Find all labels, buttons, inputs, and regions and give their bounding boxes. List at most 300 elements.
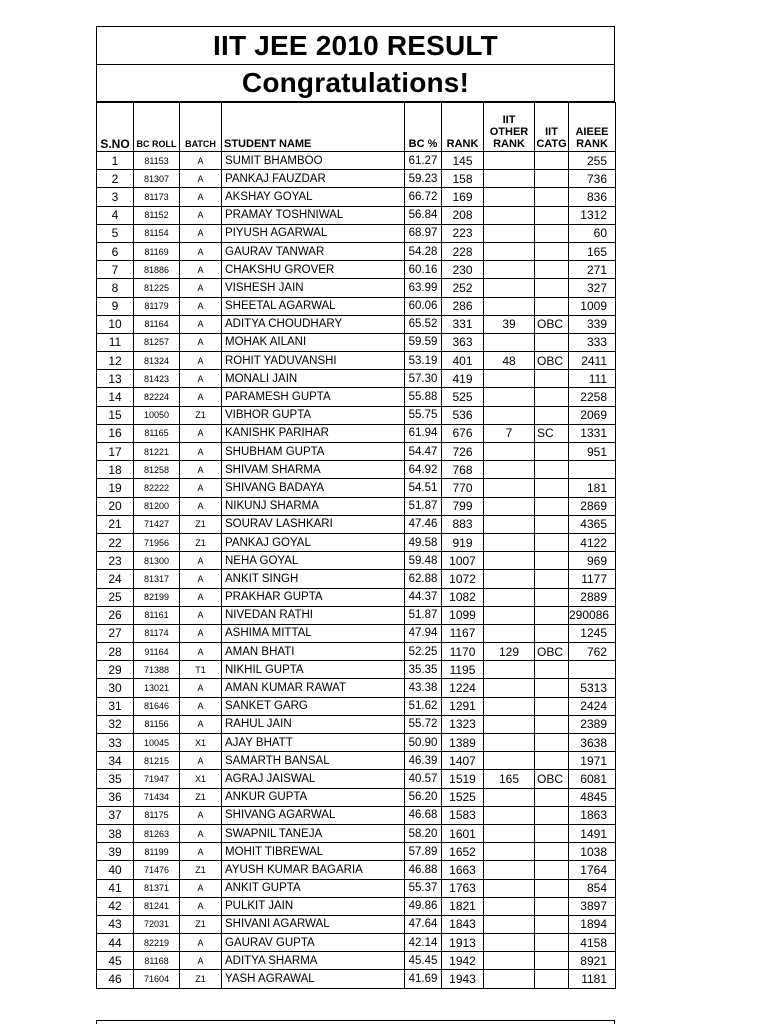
cell-rank: 1519 bbox=[442, 770, 484, 788]
cell-sno: 19 bbox=[97, 479, 134, 497]
cell-bc-roll: 81371 bbox=[134, 879, 180, 897]
cell-iit-other-rank: 129 bbox=[484, 643, 535, 661]
cell-bc-pct: 53.19 bbox=[405, 352, 442, 370]
cell-iit-catg bbox=[535, 552, 569, 570]
cell-student-name: PARAMESH GUPTA bbox=[222, 388, 405, 406]
cell-bc-pct: 66.72 bbox=[405, 188, 442, 206]
cell-bc-roll: 81199 bbox=[134, 843, 180, 861]
cell-iit-other-rank bbox=[484, 152, 535, 170]
cell-bc-pct: 47.64 bbox=[405, 915, 442, 933]
table-row bbox=[97, 206, 616, 224]
cell-sno: 36 bbox=[97, 788, 134, 806]
cell-batch: A bbox=[180, 897, 222, 915]
table-row bbox=[97, 570, 616, 588]
cell-sno: 37 bbox=[97, 806, 134, 824]
cell-batch: A bbox=[180, 315, 222, 333]
cell-iit-other-rank bbox=[484, 552, 535, 570]
cell-iit-catg bbox=[535, 570, 569, 588]
cell-student-name: SWAPNIL TANEJA bbox=[222, 824, 405, 842]
cell-student-name: AGRAJ JAISWAL bbox=[222, 770, 405, 788]
cell-batch: Z1 bbox=[180, 861, 222, 879]
cell-batch: A bbox=[180, 279, 222, 297]
cell-aieee-rank: 333 bbox=[569, 333, 616, 351]
cell-bc-roll: 13021 bbox=[134, 679, 180, 697]
table-row bbox=[97, 224, 616, 242]
cell-sno: 26 bbox=[97, 606, 134, 624]
cell-rank: 208 bbox=[442, 206, 484, 224]
cell-student-name: VISHESH JAIN bbox=[222, 279, 405, 297]
cell-batch: A bbox=[180, 643, 222, 661]
cell-bc-pct: 55.75 bbox=[405, 406, 442, 424]
cell-bc-roll: 81165 bbox=[134, 424, 180, 442]
cell-aieee-rank: 1181 bbox=[569, 970, 616, 988]
cell-rank: 1170 bbox=[442, 643, 484, 661]
col-header-iit-other-rank-line2: OTHER bbox=[489, 126, 529, 138]
cell-bc-pct: 68.97 bbox=[405, 224, 442, 242]
cell-batch: Z1 bbox=[180, 970, 222, 988]
cell-rank: 883 bbox=[442, 515, 484, 533]
cell-rank: 223 bbox=[442, 224, 484, 242]
cell-sno: 18 bbox=[97, 461, 134, 479]
cell-iit-other-rank bbox=[484, 388, 535, 406]
cell-iit-catg bbox=[535, 170, 569, 188]
cell-bc-pct: 58.20 bbox=[405, 824, 442, 842]
cell-iit-other-rank bbox=[484, 624, 535, 642]
cell-student-name: SANKET GARG bbox=[222, 697, 405, 715]
cell-student-name: PULKIT JAIN bbox=[222, 897, 405, 915]
cell-aieee-rank: 2889 bbox=[569, 588, 616, 606]
col-header-bc-roll: BC ROLL bbox=[134, 103, 180, 152]
cell-iit-catg bbox=[535, 606, 569, 624]
cell-rank: 228 bbox=[442, 242, 484, 260]
cell-rank: 252 bbox=[442, 279, 484, 297]
cell-rank: 1942 bbox=[442, 952, 484, 970]
cell-aieee-rank: 4122 bbox=[569, 533, 616, 551]
cell-sno: 40 bbox=[97, 861, 134, 879]
cell-bc-roll: 81154 bbox=[134, 224, 180, 242]
cell-iit-catg bbox=[535, 370, 569, 388]
table-row bbox=[97, 406, 616, 424]
table-row bbox=[97, 697, 616, 715]
cell-student-name: SAMARTH BANSAL bbox=[222, 752, 405, 770]
cell-batch: A bbox=[180, 715, 222, 733]
cell-sno: 23 bbox=[97, 552, 134, 570]
cell-iit-other-rank bbox=[484, 497, 535, 515]
cell-aieee-rank: 4365 bbox=[569, 515, 616, 533]
cell-iit-catg: OBC bbox=[535, 352, 569, 370]
cell-sno: 2 bbox=[97, 170, 134, 188]
cell-sno: 24 bbox=[97, 570, 134, 588]
cell-iit-catg bbox=[535, 242, 569, 260]
cell-bc-pct: 43.38 bbox=[405, 679, 442, 697]
cell-sno: 10 bbox=[97, 315, 134, 333]
cell-iit-other-rank bbox=[484, 406, 535, 424]
cell-aieee-rank: 836 bbox=[569, 188, 616, 206]
cell-student-name: PANKAJ GOYAL bbox=[222, 533, 405, 551]
cell-bc-pct: 49.86 bbox=[405, 897, 442, 915]
cell-iit-catg bbox=[535, 679, 569, 697]
cell-student-name: SOURAV LASHKARI bbox=[222, 515, 405, 533]
cell-batch: A bbox=[180, 879, 222, 897]
cell-aieee-rank: 1245 bbox=[569, 624, 616, 642]
cell-iit-catg bbox=[535, 915, 569, 933]
cell-iit-other-rank bbox=[484, 224, 535, 242]
cell-bc-pct: 47.94 bbox=[405, 624, 442, 642]
cell-iit-other-rank bbox=[484, 206, 535, 224]
table-row bbox=[97, 370, 616, 388]
cell-iit-other-rank bbox=[484, 443, 535, 461]
cell-iit-other-rank bbox=[484, 824, 535, 842]
cell-iit-other-rank bbox=[484, 370, 535, 388]
cell-iit-catg bbox=[535, 788, 569, 806]
table-header-row bbox=[97, 103, 616, 152]
cell-bc-roll: 81164 bbox=[134, 315, 180, 333]
cell-student-name: GAURAV GUPTA bbox=[222, 934, 405, 952]
cell-rank: 1323 bbox=[442, 715, 484, 733]
cell-aieee-rank: 969 bbox=[569, 552, 616, 570]
table-row bbox=[97, 443, 616, 461]
cell-sno: 16 bbox=[97, 424, 134, 442]
cell-rank: 1407 bbox=[442, 752, 484, 770]
cell-iit-catg bbox=[535, 970, 569, 988]
cell-student-name: ADITYA SHARMA bbox=[222, 952, 405, 970]
cell-aieee-rank: 1177 bbox=[569, 570, 616, 588]
cell-batch: A bbox=[180, 570, 222, 588]
cell-iit-catg bbox=[535, 515, 569, 533]
table-row bbox=[97, 879, 616, 897]
cell-batch: A bbox=[180, 952, 222, 970]
cell-bc-pct: 46.88 bbox=[405, 861, 442, 879]
cell-iit-catg bbox=[535, 152, 569, 170]
cell-aieee-rank: 181 bbox=[569, 479, 616, 497]
cell-iit-other-rank bbox=[484, 879, 535, 897]
cell-batch: A bbox=[180, 170, 222, 188]
cell-student-name: ASHIMA MITTAL bbox=[222, 624, 405, 642]
cell-bc-roll: 81307 bbox=[134, 170, 180, 188]
cell-aieee-rank: 4845 bbox=[569, 788, 616, 806]
cell-aieee-rank: 255 bbox=[569, 152, 616, 170]
cell-iit-other-rank bbox=[484, 806, 535, 824]
cell-rank: 768 bbox=[442, 461, 484, 479]
cell-rank: 1099 bbox=[442, 606, 484, 624]
cell-iit-other-rank: 7 bbox=[484, 424, 535, 442]
cell-batch: X1 bbox=[180, 770, 222, 788]
cell-iit-catg bbox=[535, 824, 569, 842]
cell-rank: 169 bbox=[442, 188, 484, 206]
cell-aieee-rank: 8921 bbox=[569, 952, 616, 970]
cell-bc-roll: 81257 bbox=[134, 333, 180, 351]
cell-student-name: AYUSH KUMAR BAGARIA bbox=[222, 861, 405, 879]
cell-aieee-rank: 1491 bbox=[569, 824, 616, 842]
cell-rank: 1843 bbox=[442, 915, 484, 933]
cell-batch: A bbox=[180, 588, 222, 606]
cell-student-name: ADITYA CHOUDHARY bbox=[222, 315, 405, 333]
cell-iit-other-rank bbox=[484, 570, 535, 588]
cell-iit-catg bbox=[535, 697, 569, 715]
table-row bbox=[97, 861, 616, 879]
cell-batch: A bbox=[180, 824, 222, 842]
cell-aieee-rank: 2424 bbox=[569, 697, 616, 715]
cell-bc-pct: 42.14 bbox=[405, 934, 442, 952]
table-row bbox=[97, 752, 616, 770]
table-row bbox=[97, 624, 616, 642]
cell-sno: 39 bbox=[97, 843, 134, 861]
cell-rank: 1525 bbox=[442, 788, 484, 806]
cell-bc-roll: 81169 bbox=[134, 242, 180, 260]
cell-aieee-rank: 2069 bbox=[569, 406, 616, 424]
cell-iit-catg bbox=[535, 843, 569, 861]
cell-sno: 27 bbox=[97, 624, 134, 642]
cell-bc-pct: 54.51 bbox=[405, 479, 442, 497]
cell-bc-pct: 51.87 bbox=[405, 497, 442, 515]
cell-iit-other-rank bbox=[484, 934, 535, 952]
cell-rank: 1195 bbox=[442, 661, 484, 679]
cell-bc-pct: 62.88 bbox=[405, 570, 442, 588]
cell-iit-catg bbox=[535, 661, 569, 679]
table-row bbox=[97, 915, 616, 933]
results-table bbox=[96, 102, 616, 989]
cell-bc-roll: 81156 bbox=[134, 715, 180, 733]
cell-bc-pct: 55.88 bbox=[405, 388, 442, 406]
cell-student-name: ANKIT GUPTA bbox=[222, 879, 405, 897]
cell-iit-catg bbox=[535, 952, 569, 970]
col-header-iit-catg-line2: CATG bbox=[536, 138, 567, 150]
table-row bbox=[97, 679, 616, 697]
table-row bbox=[97, 734, 616, 752]
cell-aieee-rank: 290086 bbox=[569, 606, 616, 624]
cell-aieee-rank: 60 bbox=[569, 224, 616, 242]
cell-aieee-rank bbox=[569, 461, 616, 479]
cell-student-name: SHIVAM SHARMA bbox=[222, 461, 405, 479]
cell-sno: 13 bbox=[97, 370, 134, 388]
table-row bbox=[97, 533, 616, 551]
cell-aieee-rank: 3897 bbox=[569, 897, 616, 915]
col-header-iit-other-rank-line1: IIT bbox=[502, 114, 516, 126]
cell-batch: Z1 bbox=[180, 533, 222, 551]
cell-bc-pct: 56.84 bbox=[405, 206, 442, 224]
col-header-aieee-rank bbox=[569, 103, 616, 152]
cell-aieee-rank: 762 bbox=[569, 643, 616, 661]
cell-batch: X1 bbox=[180, 734, 222, 752]
table-row bbox=[97, 806, 616, 824]
table-row bbox=[97, 170, 616, 188]
cell-sno: 33 bbox=[97, 734, 134, 752]
table-row bbox=[97, 152, 616, 170]
cell-sno: 1 bbox=[97, 152, 134, 170]
table-row bbox=[97, 788, 616, 806]
cell-student-name: KANISHK PARIHAR bbox=[222, 424, 405, 442]
cell-bc-pct: 46.68 bbox=[405, 806, 442, 824]
cell-batch: A bbox=[180, 843, 222, 861]
cell-aieee-rank: 2258 bbox=[569, 388, 616, 406]
cell-bc-pct: 54.28 bbox=[405, 242, 442, 260]
cell-aieee-rank: 1764 bbox=[569, 861, 616, 879]
cell-batch: A bbox=[180, 606, 222, 624]
cell-bc-pct: 40.57 bbox=[405, 770, 442, 788]
cell-rank: 1943 bbox=[442, 970, 484, 988]
cell-sno: 44 bbox=[97, 934, 134, 952]
cell-rank: 419 bbox=[442, 370, 484, 388]
cell-iit-other-rank bbox=[484, 952, 535, 970]
cell-iit-catg: OBC bbox=[535, 770, 569, 788]
cell-bc-roll: 10045 bbox=[134, 734, 180, 752]
cell-bc-roll: 71947 bbox=[134, 770, 180, 788]
col-header-iit-catg-line1: IIT bbox=[545, 126, 558, 138]
cell-aieee-rank: 2411 bbox=[569, 352, 616, 370]
cell-student-name: ANKUR GUPTA bbox=[222, 788, 405, 806]
cell-iit-catg bbox=[535, 206, 569, 224]
cell-iit-other-rank bbox=[484, 788, 535, 806]
cell-student-name: SHIVANI AGARWAL bbox=[222, 915, 405, 933]
cell-bc-pct: 49.58 bbox=[405, 533, 442, 551]
cell-student-name: SHUBHAM GUPTA bbox=[222, 443, 405, 461]
cell-student-name: MOHAK AILANI bbox=[222, 333, 405, 351]
cell-batch: A bbox=[180, 206, 222, 224]
cell-iit-catg: SC bbox=[535, 424, 569, 442]
cell-bc-roll: 10050 bbox=[134, 406, 180, 424]
cell-iit-catg bbox=[535, 806, 569, 824]
cell-iit-catg bbox=[535, 297, 569, 315]
cell-aieee-rank: 1038 bbox=[569, 843, 616, 861]
cell-batch: A bbox=[180, 352, 222, 370]
cell-student-name: PIYUSH AGARWAL bbox=[222, 224, 405, 242]
page-title: IIT JEE 2010 RESULT bbox=[96, 26, 615, 65]
cell-sno: 12 bbox=[97, 352, 134, 370]
cell-student-name: ROHIT YADUVANSHI bbox=[222, 352, 405, 370]
cell-student-name: RAHUL JAIN bbox=[222, 715, 405, 733]
cell-bc-pct: 59.59 bbox=[405, 333, 442, 351]
cell-rank: 1082 bbox=[442, 588, 484, 606]
cell-aieee-rank: 3638 bbox=[569, 734, 616, 752]
cell-aieee-rank: 1971 bbox=[569, 752, 616, 770]
cell-sno: 14 bbox=[97, 388, 134, 406]
col-header-aieee-rank-line2: RANK bbox=[576, 138, 608, 150]
cell-iit-catg bbox=[535, 443, 569, 461]
result-sheet bbox=[96, 26, 615, 989]
cell-batch: A bbox=[180, 461, 222, 479]
cell-bc-pct: 54.47 bbox=[405, 443, 442, 461]
cell-iit-other-rank bbox=[484, 606, 535, 624]
cell-bc-roll: 82222 bbox=[134, 479, 180, 497]
cell-iit-other-rank bbox=[484, 679, 535, 697]
cell-student-name: NIKUNJ SHARMA bbox=[222, 497, 405, 515]
cell-rank: 1652 bbox=[442, 843, 484, 861]
cell-aieee-rank: 5313 bbox=[569, 679, 616, 697]
cell-bc-roll: 81174 bbox=[134, 624, 180, 642]
cell-bc-roll: 81258 bbox=[134, 461, 180, 479]
cell-sno: 4 bbox=[97, 206, 134, 224]
cell-batch: A bbox=[180, 934, 222, 952]
cell-aieee-rank: 271 bbox=[569, 261, 616, 279]
cell-student-name: SHIVANG AGARWAL bbox=[222, 806, 405, 824]
cell-bc-roll: 81300 bbox=[134, 552, 180, 570]
cell-batch: A bbox=[180, 806, 222, 824]
cell-iit-catg bbox=[535, 261, 569, 279]
cell-sno: 41 bbox=[97, 879, 134, 897]
cell-iit-other-rank bbox=[484, 188, 535, 206]
cell-sno: 11 bbox=[97, 333, 134, 351]
cell-rank: 401 bbox=[442, 352, 484, 370]
cell-aieee-rank: 951 bbox=[569, 443, 616, 461]
cell-iit-other-rank: 165 bbox=[484, 770, 535, 788]
cell-iit-catg bbox=[535, 734, 569, 752]
cell-aieee-rank: 2389 bbox=[569, 715, 616, 733]
cell-rank: 286 bbox=[442, 297, 484, 315]
cell-sno: 17 bbox=[97, 443, 134, 461]
cell-bc-roll: 81173 bbox=[134, 188, 180, 206]
cell-batch: A bbox=[180, 552, 222, 570]
cell-bc-roll: 81886 bbox=[134, 261, 180, 279]
cell-iit-other-rank bbox=[484, 515, 535, 533]
cell-student-name: ANKIT SINGH bbox=[222, 570, 405, 588]
cell-bc-roll: 81152 bbox=[134, 206, 180, 224]
cell-bc-roll: 82219 bbox=[134, 934, 180, 952]
cell-iit-catg bbox=[535, 497, 569, 515]
cell-bc-roll: 71476 bbox=[134, 861, 180, 879]
cell-bc-roll: 81168 bbox=[134, 952, 180, 970]
cell-rank: 230 bbox=[442, 261, 484, 279]
cell-bc-pct: 55.37 bbox=[405, 879, 442, 897]
cell-sno: 34 bbox=[97, 752, 134, 770]
table-row bbox=[97, 352, 616, 370]
col-header-bc-pct: BC % bbox=[405, 103, 442, 152]
cell-rank: 1224 bbox=[442, 679, 484, 697]
cell-bc-roll: 81324 bbox=[134, 352, 180, 370]
cell-rank: 1072 bbox=[442, 570, 484, 588]
cell-bc-roll: 82199 bbox=[134, 588, 180, 606]
cell-bc-roll: 71427 bbox=[134, 515, 180, 533]
cell-rank: 145 bbox=[442, 152, 484, 170]
cell-bc-roll: 71604 bbox=[134, 970, 180, 988]
cell-batch: Z1 bbox=[180, 915, 222, 933]
cell-aieee-rank: 339 bbox=[569, 315, 616, 333]
cell-aieee-rank bbox=[569, 661, 616, 679]
cell-bc-pct: 47.46 bbox=[405, 515, 442, 533]
cell-bc-roll: 81175 bbox=[134, 806, 180, 824]
cell-aieee-rank: 736 bbox=[569, 170, 616, 188]
cell-student-name: AKSHAY GOYAL bbox=[222, 188, 405, 206]
cell-bc-roll: 81646 bbox=[134, 697, 180, 715]
table-row bbox=[97, 388, 616, 406]
cell-rank: 331 bbox=[442, 315, 484, 333]
cell-batch: A bbox=[180, 479, 222, 497]
cell-iit-other-rank bbox=[484, 588, 535, 606]
cell-student-name: GAURAV TANWAR bbox=[222, 242, 405, 260]
cell-bc-pct: 46.39 bbox=[405, 752, 442, 770]
cell-aieee-rank: 2869 bbox=[569, 497, 616, 515]
cell-student-name: AMAN KUMAR RAWAT bbox=[222, 679, 405, 697]
cell-sno: 15 bbox=[97, 406, 134, 424]
table-row bbox=[97, 588, 616, 606]
cell-iit-catg bbox=[535, 406, 569, 424]
cell-rank: 919 bbox=[442, 533, 484, 551]
cell-rank: 536 bbox=[442, 406, 484, 424]
cell-bc-pct: 52.25 bbox=[405, 643, 442, 661]
cell-student-name: SHEETAL AGARWAL bbox=[222, 297, 405, 315]
cell-aieee-rank: 111 bbox=[569, 370, 616, 388]
cell-batch: A bbox=[180, 497, 222, 515]
cell-aieee-rank: 327 bbox=[569, 279, 616, 297]
cell-batch: A bbox=[180, 388, 222, 406]
cell-student-name: MOHIT TIBREWAL bbox=[222, 843, 405, 861]
cell-iit-catg bbox=[535, 333, 569, 351]
cell-sno: 28 bbox=[97, 643, 134, 661]
cell-iit-other-rank bbox=[484, 970, 535, 988]
cell-batch: A bbox=[180, 188, 222, 206]
table-row bbox=[97, 770, 616, 788]
cell-sno: 45 bbox=[97, 952, 134, 970]
cell-batch: A bbox=[180, 333, 222, 351]
